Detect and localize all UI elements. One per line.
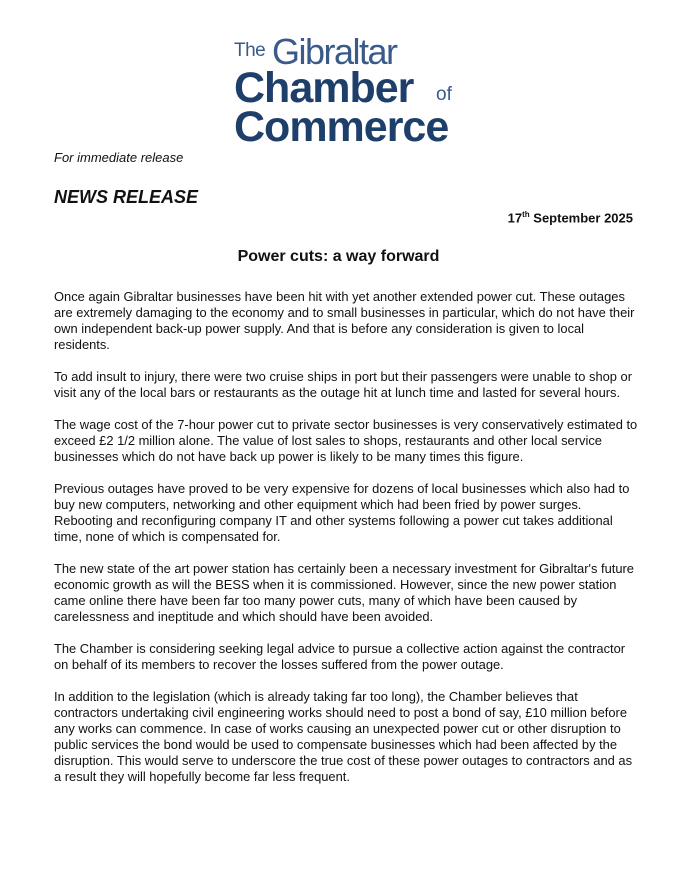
paragraph-3: The wage cost of the 7-hour power cut to private sector businesses is very conservatively estimated to exceed £2 1/2 million alone. The value of lost sales to shops, restaurants and other local service businesses which do not have back up power is likely to be many times this figure. [54, 417, 638, 464]
logo-chamber: Chamber [234, 64, 414, 112]
press-title: Power cuts: a way forward [237, 248, 440, 265]
logo-commerce: Commerce [234, 103, 449, 151]
logo-of: of [436, 84, 452, 105]
date-suffix: th [522, 210, 530, 219]
press-body [54, 289, 638, 801]
release-date [508, 210, 633, 225]
paragraph-4: Previous outages have proved to be very expensive for dozens of local businesses which also had to buy new computers, networking and other equipment which had been fried by power surges. Rebooting and reconfiguring company IT and other systems following a power cut takes additional time, none of which is compensated for. [54, 481, 630, 544]
paragraph-1: Once again Gibraltar businesses have been hit with yet another extended power cut. These outages are extremely damaging to the economy and to small businesses in particular, which do not have their own independent back-up power supply. And that is before any consideration is given to local residents. [54, 289, 635, 352]
date-rest: September 2025 [529, 210, 633, 226]
date-day: 17 [507, 210, 523, 226]
logo-the: The [234, 40, 266, 61]
news-release-heading: NEWS RELEASE [54, 187, 199, 207]
paragraph-5: The new state of the art power station has certainly been a necessary investment for Gibraltar's future economic growth as will the BESS when it is commissioned. However, since the new power station came online there have been far too many power cuts, many of which have been caused by carelessness and ineptitude and which should have been avoided. [54, 561, 634, 624]
paragraph-6: The Chamber is considering seeking legal advice to pursue a collective action against the contractor on behalf of its members to recover the losses suffered from the power outage. [54, 641, 626, 672]
paragraph-2: To add insult to injury, there were two cruise ships in port but their passengers were unable to shop or visit any of the local bars or restaurants as the outage hit at lunch time and lasted for several hours. [54, 369, 632, 400]
logo-gibraltar: Gibraltar [272, 31, 397, 72]
paragraph-7: In addition to the legislation (which is already taking far too long), the Chamber believes that contractors undertaking civil engineering works should need to post a bond of say, £10 million before any works can commence. In case of works causing an unexpected power cut or other disruption to public services the bond would be used to compensate businesses which had been affected by the disruption. This would serve to underscore the true cost of these power outages to contractors and as a result they will hopefully become far less frequent. [54, 689, 633, 784]
release-note: For immediate release [54, 150, 184, 165]
chamber-logo [232, 31, 472, 151]
